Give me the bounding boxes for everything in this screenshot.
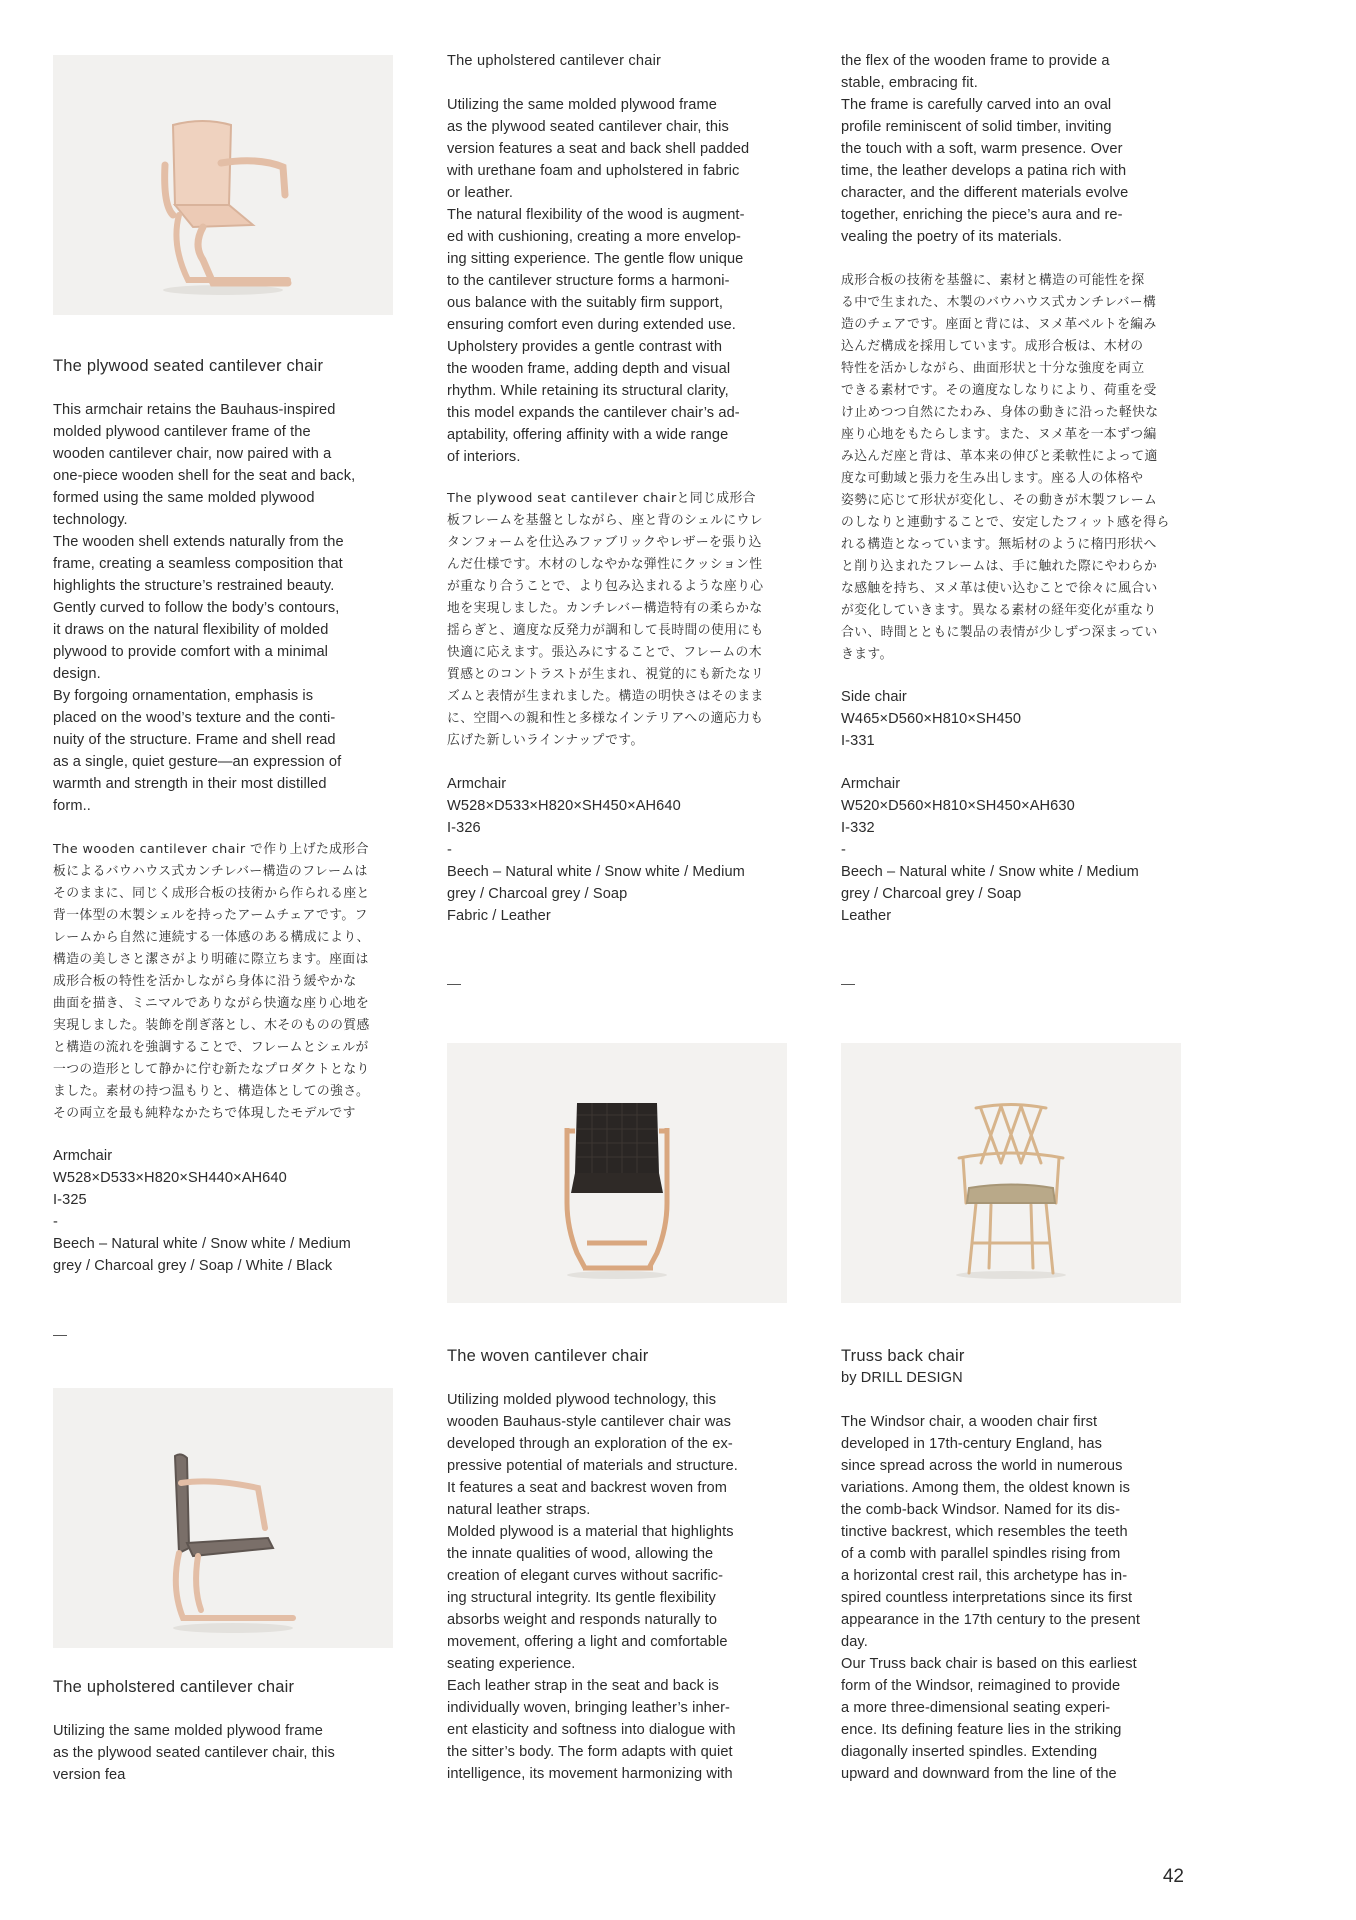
- plywood-seated-body-jp: The wooden cantilever chair で作り上げた成形合 板によるバウハウス式カンチレバー構造のフレームは そのままに、同じく成形合板の技術から作られる座と 背一体型の木製シェルを持ったアームチェアです。フ レームから自然に連続する一体感のある構成により、 構造の美しさと潔さがより明確に際立ちます。座面は 成形合板の特性を活かしながら身体に沿う緩やかな 曲面を描き、ミニマルでありながら快適な座り心地を 実現しました。装飾を削ぎ落とし、木そのものの質感 と構造の流れを強調することで、フレームとシェルが 一つの造形として静かに佇む新たなプロダクトとなり ました。素材の持つ温もりと、構造体としての強さ。 その両立を最も純粋なかたちで体現したモデルです: [53, 842, 370, 1121]
- page-number: 42: [1162, 1866, 1184, 1887]
- truss-body-en: The Windsor chair, a wooden chair first developed in 17th-century England, has since spread across the world in numerous variations. Among them, the oldest known is the comb-back Windsor. Named for its dis- tinctive backrest, which resembles the teeth of a comb with parallel spindles rising from a horizontal crest rail, this archetype has in- spired countless interpretations since its first appearance in the 17th century to the present day. Our Truss back chair is based on this earliest form of the Windsor, reimagined to provide a more three-dimensional seating experi- ence. Its defining feature lies in the striking diagonally inserted spindles. Extending upward and downward from the line of the: [841, 1414, 1141, 1782]
- woven-cont-body-en: the flex of the wooden frame to provide a stable, embracing fit. The frame is carefully carved into an oval profile reminiscent of solid timber, inviting the touch with a soft, warm presence. Over time, the leather develops a patina rich with character, and the different materials evolve together, enriching the piece’s aura and re- vealing the poetry of its materials.: [841, 53, 1129, 245]
- section-divider: [447, 984, 461, 985]
- section-divider: [53, 1335, 67, 1336]
- woven-body-en: Utilizing molded plywood technology, this wooden Bauhaus-style cantilever chair was developed through an exploration of the ex- pressive potential of materials and structure. It features a seat and backrest woven from natural leather straps. Molded plywood is a material that highlights the innate qualities of wood, allowing the creation of elegant curves without sacrific- ing structural integrity. Its gentle flexibility absorbs weight and responds naturally to movement, offering a light and comfortable seating experience. Each leather strap in the seat and back is individually woven, bringing leather’s inher- ent elasticity and softness into dialogue with the sitter’s body. The form adapts with quiet intelligence, its movement harmonizing with: [447, 1392, 738, 1782]
- woven-cont-body-jp: 成形合板の技術を基盤に、素材と構造の可能性を探 る中で生まれた、木製のバウハウス式カンチレバー構 造のチェアです。座面と背には、ヌメ革ベルトを編み 込んだ構成を採用しています。成形合板は、木材の 特性を活かしながら、曲面形状と十分な強度を両立 できる素材です。その適度なしなりにより、荷重を受 け止めつつ自然にたわみ、身体の動きに沿った軽快な 座り心地をもたらします。また、ヌメ革を一本ずつ編 み込んだ座と背は、革本来の伸びと柔軟性によって適 度な可動域と張力を生み出します。座る人の体格や 姿勢に応じて形状が変化し、その動きが木製フレーム のしなりと連動することで、安定したフィット感を得ら れる構造となっています。無垢材のように楕円形状へ と削り込まれたフレームは、手に触れた際にやわらか な感触を持ち、ヌメ革は使い込むことで徐々に風合い が変化していきます。異なる素材の経年変化が重なり 合い、時間とともに製品の表情が少しずつ深まってい きます。: [841, 273, 1170, 662]
- upholstered-body-en: Utilizing the same molded plywood frame as the plywood seated cantilever chair, this version features a seat and back shell padded with urethane foam and upholstered in fabric or leather. The natural flexibility of the wood is augment- ed with cushioning, creating a more envelop- ing sitting experience. The gentle flow unique to the cantilever structure forms a harmoni- ous balance with the suitably firm support, ensuring comfort even during extended use. Upholstery provides a gentle contrast with the wooden frame, adding depth and visual rhythm. While retaining its structural clarity, this model expands the cantilever chair’s ad- aptability, offering affinity with a wide range of interiors.: [447, 97, 750, 465]
- upholstered-intro-body-en: Utilizing the same molded plywood frame as the plywood seated cantilever chair, this version fea: [53, 1723, 335, 1783]
- plywood-seated-body-en: This armchair retains the Bauhaus-inspired molded plywood cantilever frame of the wooden cantilever chair, now paired with a one-piece wooden shell for the seat and back, formed using the same molded plywood technology. The wooden shell extends naturally from the frame, creating a seamless composition that highlights the structure’s restrained beauty. Gently curved to follow the body’s contours, it draws on the natural flexibility of molded plywood to provide comfort with a minimal design. By forgoing ornamentation, emphasis is placed on the wood’s texture and the conti- nuity of the structure. Frame and shell read as a single, quiet gesture—an expression of warmth and strength in their most distilled form..: [53, 402, 356, 814]
- upholstered-title: The upholstered cantilever chair: [447, 53, 662, 69]
- photo-truss-back-chair: [841, 1043, 1181, 1303]
- upholstered-spec: Armchair W528×D533×H820×SH450×AH640 I-326 - Beech – Natural white / Snow white / Medium grey / Charcoal grey / Soap Fabric / Leather: [447, 776, 745, 924]
- woven-armchair-spec: Armchair W520×D560×H810×SH450×AH630 I-332 - Beech – Natural white / Snow white / Medium grey / Charcoal grey / Soap Leather: [841, 776, 1139, 924]
- plywood-chair-illustration: [53, 55, 393, 315]
- truss-title: Truss back chair: [841, 1347, 965, 1365]
- woven-chair-illustration: [447, 1043, 787, 1303]
- woven-side-chair-spec: Side chair W465×D560×H810×SH450 I-331: [841, 689, 1022, 749]
- photo-plywood-seated-chair: [53, 55, 393, 315]
- upholstered-body-jp: The plywood seat cantilever chairと同じ成形合 板フレームを基盤としながら、座と背のシェルにウレ タンフォームを仕込みファブリックやレザーを張り込 んだ仕様です。木材のしなやかな弾性にクッション性 が重なり合うことで、より包み込まれるような座り心 地を実現しました。カンチレバー構造特有の柔らかな 揺らぎと、適度な反発力が調和して長時間の使用にも 快適に応えます。張込みにすることで、フレームの木 質感とのコントラストが生まれ、視覚的にも新たなリ ズムと表情が生まれました。構造の明快さはそのまま に、空間への親和性と多様なインテリアへの適応力も 広げた新しいラインナップです。: [447, 491, 765, 748]
- photo-upholstered-chair: [53, 1388, 393, 1648]
- upholstered-intro-title: The upholstered cantilever chair: [53, 1678, 295, 1696]
- plywood-seated-title: The plywood seated cantilever chair: [53, 357, 324, 375]
- woven-title: The woven cantilever chair: [447, 1347, 649, 1365]
- truss-chair-illustration: [841, 1043, 1181, 1303]
- plywood-seated-spec: Armchair W528×D533×H820×SH440×AH640 I-325 - Beech – Natural white / Snow white / Medium grey / Charcoal grey / Soap / White / Black: [53, 1148, 351, 1274]
- truss-byline: by DRILL DESIGN: [841, 1370, 963, 1386]
- upholstered-chair-illustration: [53, 1388, 393, 1648]
- section-divider: [841, 984, 855, 985]
- photo-woven-chair: [447, 1043, 787, 1303]
